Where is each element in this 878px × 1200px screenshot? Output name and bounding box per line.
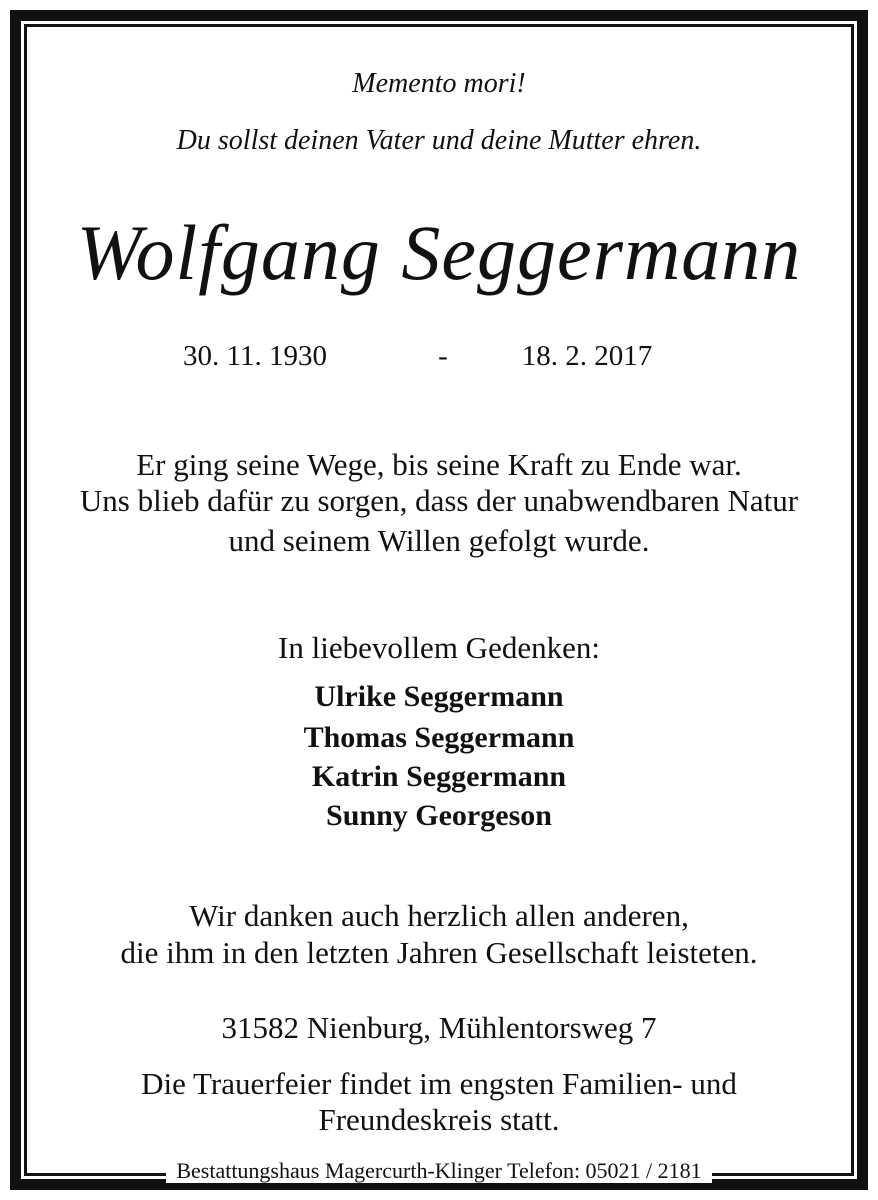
tribute-line-1: Er ging seine Wege, bis seine Kraft zu Ende war. bbox=[136, 447, 742, 482]
motto-line-1: Memento mori! bbox=[352, 68, 526, 99]
funeral-home-footer bbox=[0, 1158, 878, 1184]
deceased-name: Wolfgang Seggermann bbox=[76, 209, 802, 296]
thanks-line-2: die ihm in den letzten Jahren Gesellschaft leisteten. bbox=[120, 935, 758, 970]
tribute-line-3: und seinem Willen gefolgt wurde. bbox=[228, 523, 650, 558]
mourner-name: Thomas Seggermann bbox=[303, 721, 575, 754]
mourners-intro: In liebevollem Gedenken: bbox=[278, 630, 600, 665]
tribute-line-2: Uns blieb dafür zu sorgen, dass der unabwendbaren Natur bbox=[79, 483, 799, 518]
mourner-name: Sunny Georgeson bbox=[326, 799, 552, 832]
funeral-line-1: Die Trauerfeier findet im engsten Familien- und bbox=[141, 1066, 737, 1101]
mourner-name: Ulrike Seggermann bbox=[314, 680, 564, 713]
motto-line-2: Du sollst deinen Vater und deine Mutter ehren. bbox=[176, 125, 702, 156]
date-separator: - bbox=[438, 340, 448, 372]
birth-date: 30. 11. 1930 bbox=[183, 340, 327, 372]
inner-border bbox=[24, 24, 854, 1176]
address: 31582 Nienburg, Mühlentorsweg 7 bbox=[221, 1010, 657, 1045]
funeral-line-2: Freundeskreis statt. bbox=[318, 1102, 560, 1137]
thanks-line-1: Wir danken auch herzlich allen anderen, bbox=[189, 898, 689, 933]
funeral-home-contact: Bestattungshaus Magercurth-Klinger Telefon: 05021 / 2181 bbox=[166, 1158, 711, 1183]
mourner-name: Katrin Seggermann bbox=[311, 760, 567, 793]
death-date: 18. 2. 2017 bbox=[521, 340, 653, 372]
